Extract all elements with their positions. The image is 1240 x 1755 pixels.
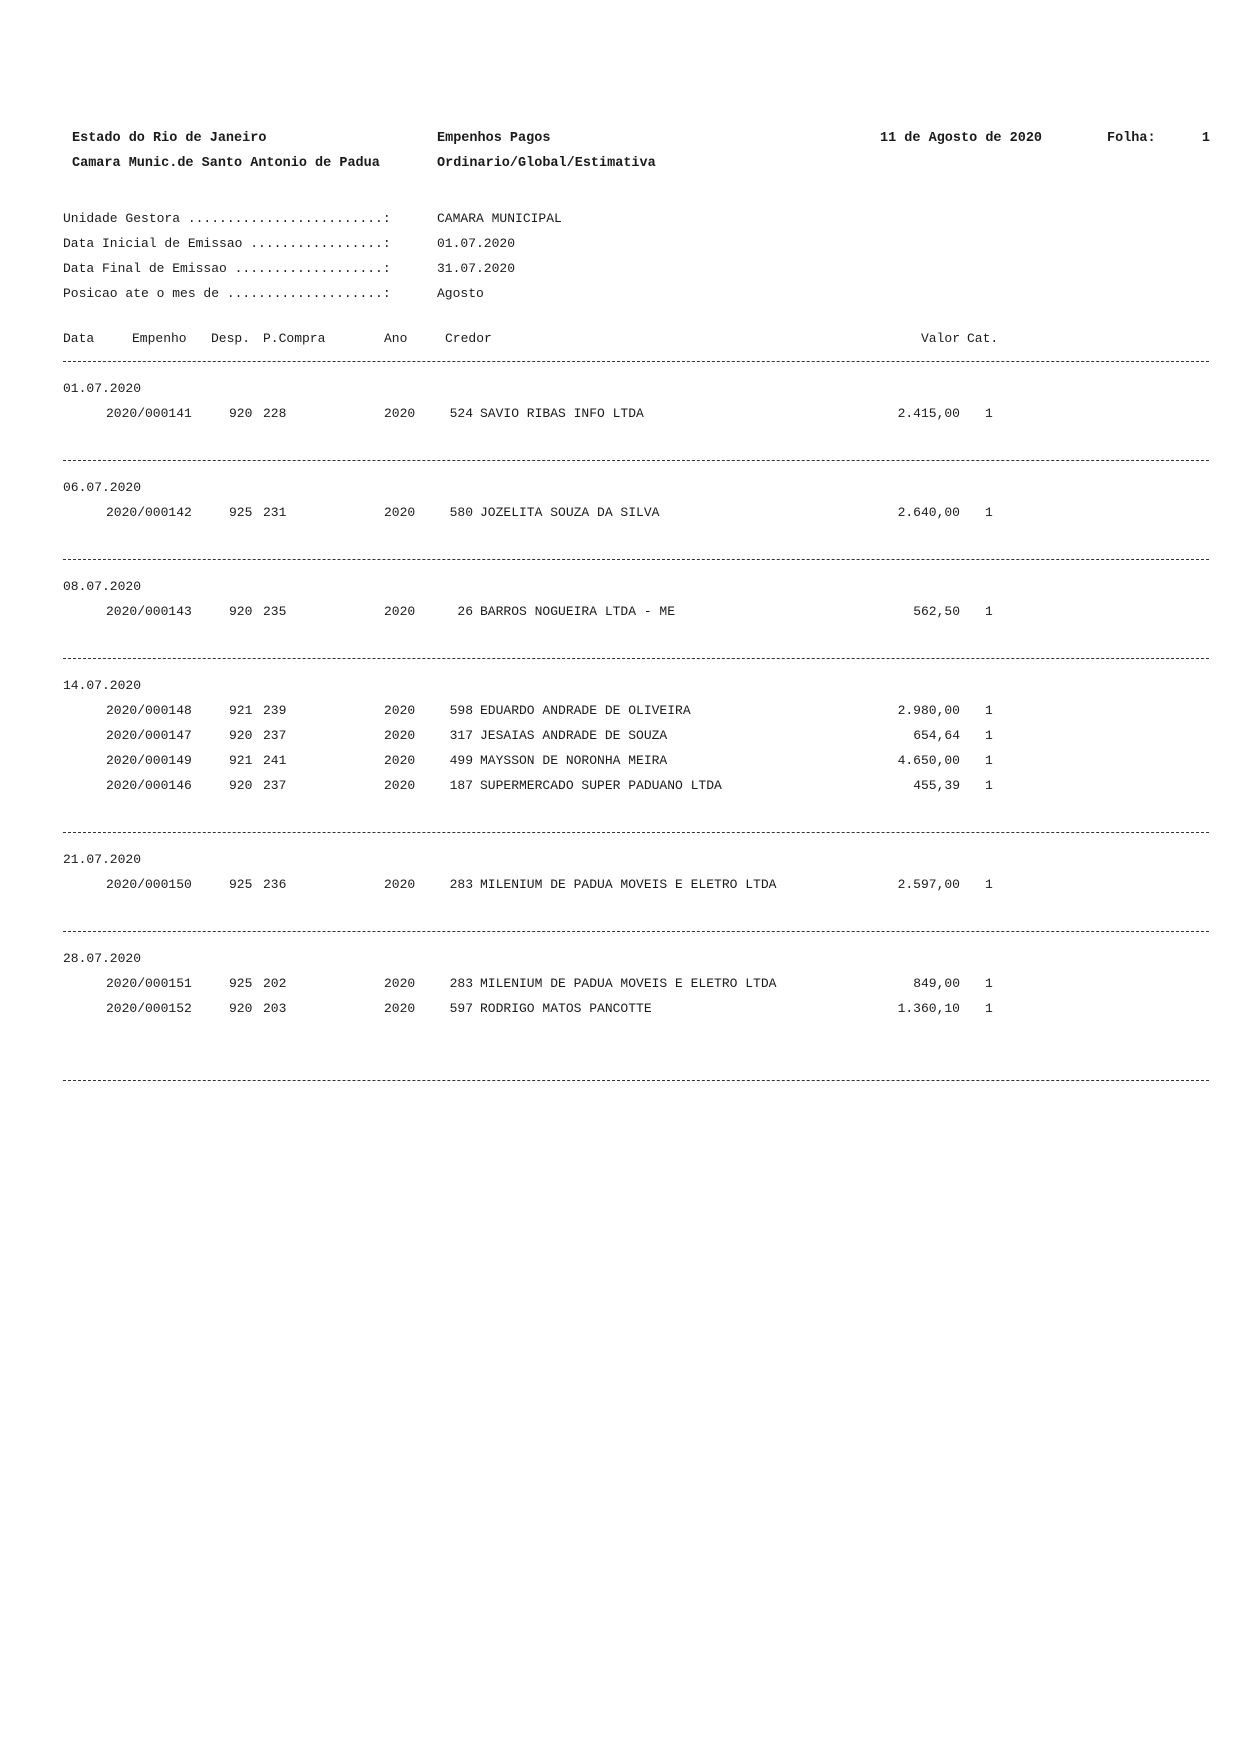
- row-pcompra: 237: [263, 728, 287, 743]
- col-header-empenho: Empenho: [132, 331, 187, 346]
- row-empenho: 2020/000143: [106, 604, 192, 619]
- row-pcompra: 239: [263, 703, 287, 718]
- param-label: Unidade Gestora .........................:: [63, 211, 391, 226]
- row-valor: 654,64: [913, 728, 960, 743]
- row-valor: 849,00: [913, 976, 960, 991]
- row-ano: 2020: [384, 1001, 416, 1016]
- row-cat: 1: [985, 703, 993, 718]
- row-ano: 2020: [384, 604, 416, 619]
- row-valor: 2.415,00: [897, 406, 960, 421]
- row-empenho: 2020/000152: [106, 1001, 192, 1016]
- row-ano: 2020: [384, 406, 416, 421]
- row-cat: 1: [985, 728, 993, 743]
- param-label: Data Inicial de Emissao .................:: [63, 236, 391, 251]
- row-pcompra: 228: [263, 406, 287, 421]
- row-empenho: 2020/000141: [106, 406, 192, 421]
- col-header-cat: Cat.: [967, 331, 999, 346]
- param-label: Posicao ate o mes de ....................:: [63, 286, 391, 301]
- group-date: 14.07.2020: [63, 678, 142, 693]
- col-header-desp: Desp.: [211, 331, 251, 346]
- row-credor: SUPERMERCADO SUPER PADUANO LTDA: [480, 778, 722, 793]
- header-divider: [63, 361, 1209, 362]
- row-credor: MILENIUM DE PADUA MOVEIS E ELETRO LTDA: [480, 877, 777, 892]
- group-date: 08.07.2020: [63, 579, 142, 594]
- row-credor-code: 187: [449, 778, 473, 793]
- row-desp: 921: [229, 753, 253, 768]
- row-pcompra: 236: [263, 877, 287, 892]
- row-empenho: 2020/000142: [106, 505, 192, 520]
- row-credor-code: 598: [449, 703, 473, 718]
- row-cat: 1: [985, 406, 993, 421]
- group-date: 28.07.2020: [63, 951, 142, 966]
- col-header-pcompra: P.Compra: [263, 331, 326, 346]
- row-cat: 1: [985, 604, 993, 619]
- row-pcompra: 235: [263, 604, 287, 619]
- param-label: Data Final de Emissao ...................:: [63, 261, 391, 276]
- row-desp: 920: [229, 604, 253, 619]
- row-valor: 2.640,00: [897, 505, 960, 520]
- row-ano: 2020: [384, 753, 416, 768]
- row-ano: 2020: [384, 728, 416, 743]
- row-ano: 2020: [384, 505, 416, 520]
- row-empenho: 2020/000151: [106, 976, 192, 991]
- group-divider: [63, 559, 1209, 560]
- row-ano: 2020: [384, 703, 416, 718]
- group-date: 21.07.2020: [63, 852, 142, 867]
- row-pcompra: 231: [263, 505, 287, 520]
- row-cat: 1: [985, 877, 993, 892]
- row-ano: 2020: [384, 877, 416, 892]
- group-divider: [63, 658, 1209, 659]
- row-desp: 920: [229, 778, 253, 793]
- col-header-data: Data: [63, 331, 95, 346]
- param-value: Agosto: [437, 286, 484, 301]
- group-divider: [63, 460, 1209, 461]
- row-credor: JOZELITA SOUZA DA SILVA: [480, 505, 660, 520]
- param-value: CAMARA MUNICIPAL: [437, 211, 562, 226]
- group-divider: [63, 931, 1209, 932]
- row-pcompra: 237: [263, 778, 287, 793]
- col-header-credor: Credor: [445, 331, 492, 346]
- row-desp: 925: [229, 976, 253, 991]
- row-credor-code: 597: [449, 1001, 473, 1016]
- row-cat: 1: [985, 753, 993, 768]
- sheet-label: Folha:: [1107, 131, 1156, 146]
- col-header-ano: Ano: [384, 331, 408, 346]
- report-date: 11 de Agosto de 2020: [880, 131, 1043, 146]
- row-credor-code: 283: [449, 976, 473, 991]
- row-credor: MAYSSON DE NORONHA MEIRA: [480, 753, 668, 768]
- entity-name: Camara Munic.de Santo Antonio de Padua: [72, 156, 380, 171]
- row-pcompra: 241: [263, 753, 287, 768]
- row-ano: 2020: [384, 778, 416, 793]
- row-cat: 1: [985, 778, 993, 793]
- row-cat: 1: [985, 505, 993, 520]
- report-title: Empenhos Pagos: [437, 131, 551, 146]
- row-valor: 455,39: [913, 778, 960, 793]
- row-desp: 925: [229, 505, 253, 520]
- report-subtitle: Ordinario/Global/Estimativa: [437, 156, 656, 171]
- group-divider: [63, 1080, 1209, 1081]
- row-credor: SAVIO RIBAS INFO LTDA: [480, 406, 644, 421]
- col-header-valor: Valor: [920, 331, 960, 346]
- row-desp: 921: [229, 703, 253, 718]
- row-desp: 920: [229, 728, 253, 743]
- row-desp: 920: [229, 1001, 253, 1016]
- row-valor: 4.650,00: [897, 753, 960, 768]
- row-empenho: 2020/000148: [106, 703, 192, 718]
- row-ano: 2020: [384, 976, 416, 991]
- param-value: 31.07.2020: [437, 261, 516, 276]
- row-pcompra: 203: [263, 1001, 287, 1016]
- state-name: Estado do Rio de Janeiro: [72, 131, 267, 146]
- row-credor: BARROS NOGUEIRA LTDA - ME: [480, 604, 676, 619]
- param-value: 01.07.2020: [437, 236, 516, 251]
- row-cat: 1: [985, 1001, 993, 1016]
- row-valor: 2.597,00: [897, 877, 960, 892]
- row-credor: RODRIGO MATOS PANCOTTE: [480, 1001, 652, 1016]
- row-valor: 2.980,00: [897, 703, 960, 718]
- row-credor: EDUARDO ANDRADE DE OLIVEIRA: [480, 703, 691, 718]
- row-valor: 1.360,10: [897, 1001, 960, 1016]
- row-credor-code: 499: [449, 753, 473, 768]
- row-credor-code: 26: [457, 604, 473, 619]
- group-divider: [63, 832, 1209, 833]
- group-date: 06.07.2020: [63, 480, 142, 495]
- group-date: 01.07.2020: [63, 381, 142, 396]
- row-credor-code: 283: [449, 877, 473, 892]
- row-pcompra: 202: [263, 976, 287, 991]
- row-desp: 925: [229, 877, 253, 892]
- row-cat: 1: [985, 976, 993, 991]
- row-credor-code: 524: [449, 406, 473, 421]
- row-credor-code: 317: [449, 728, 473, 743]
- row-empenho: 2020/000147: [106, 728, 192, 743]
- row-valor: 562,50: [913, 604, 960, 619]
- row-empenho: 2020/000149: [106, 753, 192, 768]
- row-credor-code: 580: [449, 505, 473, 520]
- row-empenho: 2020/000150: [106, 877, 192, 892]
- row-empenho: 2020/000146: [106, 778, 192, 793]
- row-desp: 920: [229, 406, 253, 421]
- row-credor: JESAIAS ANDRADE DE SOUZA: [480, 728, 668, 743]
- sheet-number: 1: [1201, 131, 1210, 146]
- row-credor: MILENIUM DE PADUA MOVEIS E ELETRO LTDA: [480, 976, 777, 991]
